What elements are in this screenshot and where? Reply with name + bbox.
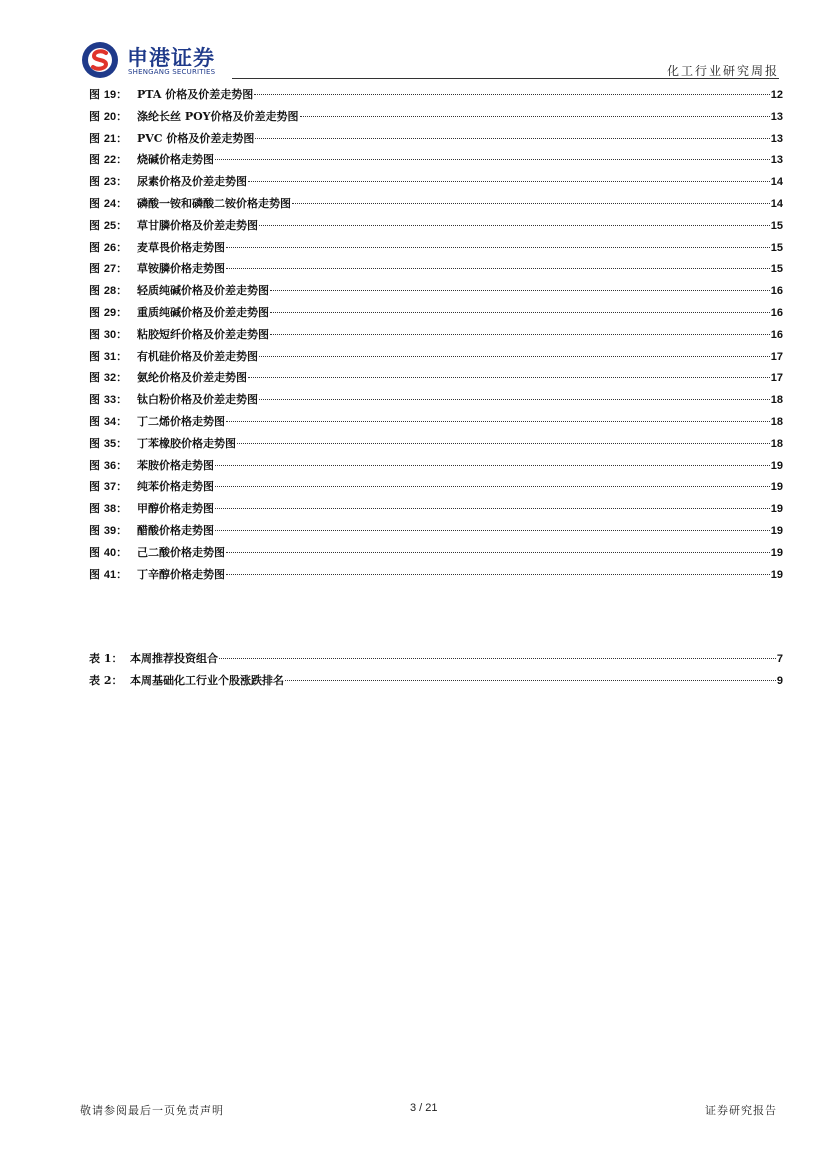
entry-label-prefix: 图	[89, 240, 100, 254]
entry-number: 20	[103, 110, 117, 123]
entry-number: 34	[103, 415, 117, 428]
dot-leader	[219, 657, 776, 659]
entry-title: 轻质纯碱价格及价差走势图	[137, 284, 269, 298]
entry-label: 图 37：	[89, 480, 128, 494]
entry-label: 图 38：	[89, 502, 128, 516]
brand-name-english: SHENGANG SECURITIES	[128, 68, 216, 76]
entry-label: 图 36：	[89, 458, 128, 472]
entry-page-number: 19	[770, 546, 783, 559]
entry-page-number: 9	[776, 674, 783, 687]
figure-toc-entry[interactable]	[89, 369, 783, 391]
entry-number: 24	[103, 197, 117, 210]
table-list	[89, 650, 783, 694]
entry-label: 图 20：	[89, 109, 128, 123]
entry-title: 重质纯碱价格及价差走势图	[137, 305, 269, 319]
entry-title: 醋酸价格走势图	[137, 523, 214, 537]
entry-page-number: 19	[770, 568, 783, 581]
figure-toc-entry[interactable]	[89, 173, 783, 195]
entry-label-prefix: 图	[89, 349, 100, 363]
entry-page-number: 15	[770, 241, 783, 254]
entry-title: 本周推荐投资组合	[130, 652, 218, 665]
entry-title: PTA 价格及价差走势图	[137, 88, 254, 101]
entry-title: 草铵膦价格走势图	[137, 262, 225, 276]
entry-title: 草甘膦价格及价差走势图	[137, 218, 258, 232]
figure-toc-entry[interactable]	[89, 544, 783, 566]
figure-toc-entry[interactable]	[89, 522, 783, 544]
entry-page-number: 15	[770, 219, 783, 232]
dot-leader	[215, 529, 770, 531]
entry-title: 丁苯橡胶价格走势图	[137, 436, 236, 450]
figure-toc-entry[interactable]	[89, 239, 783, 261]
entry-title: 涤纶长丝 POY价格及价差走势图	[137, 109, 299, 123]
dot-leader	[285, 679, 776, 681]
page-header	[0, 0, 827, 82]
entry-title: 本周基础化工行业个股涨跌排名	[130, 673, 284, 687]
dot-leader	[254, 93, 770, 95]
figure-toc-entry[interactable]	[89, 326, 783, 348]
entry-number: 23	[103, 176, 117, 189]
entry-title: 磷酸一铵和磷酸二铵价格走势图	[137, 196, 291, 210]
entry-label-prefix: 图	[89, 567, 100, 581]
entry-label-prefix: 图	[89, 218, 100, 232]
figure-toc-entry[interactable]	[89, 413, 783, 435]
figure-toc-entry[interactable]	[89, 478, 783, 500]
figure-toc-entry[interactable]	[89, 348, 783, 370]
entry-label: 图 23：	[89, 175, 128, 189]
entry-title: 丁二烯价格走势图	[137, 414, 225, 428]
header-divider	[232, 78, 779, 79]
figure-toc-entry[interactable]	[89, 304, 783, 326]
entry-label-prefix: 图	[89, 109, 100, 123]
entry-page-number: 14	[770, 197, 783, 210]
figure-toc-entry[interactable]	[89, 86, 783, 108]
figure-toc-entry[interactable]	[89, 260, 783, 282]
entry-title: 丁辛醇价格走势图	[137, 567, 225, 581]
entry-page-number: 14	[770, 176, 783, 189]
entry-title: 尿素价格及价差走势图	[137, 175, 247, 189]
figure-list	[89, 86, 783, 587]
entry-page-number: 19	[770, 459, 783, 472]
document-type: 证券研究报告	[705, 1104, 777, 1117]
entry-label: 图 39：	[89, 523, 128, 537]
entry-label: 图 25：	[89, 218, 128, 232]
dot-leader	[259, 224, 770, 226]
entry-label: 图 21：	[89, 131, 128, 145]
figure-toc-entry[interactable]	[89, 566, 783, 588]
entry-number: 31	[103, 350, 117, 363]
entry-label: 图 29：	[89, 305, 128, 319]
entry-title: 粘胶短纤价格及价差走势图	[137, 327, 269, 341]
entry-label-prefix: 图	[89, 436, 100, 450]
entry-label-prefix: 图	[89, 284, 100, 298]
report-type: 化工行业研究周报	[666, 64, 779, 78]
entry-label: 图 41：	[89, 567, 128, 581]
entry-number: 36	[103, 459, 117, 472]
entry-number: 39	[103, 524, 117, 537]
table-toc-entry[interactable]	[89, 650, 783, 672]
dot-leader	[215, 464, 770, 466]
entry-label-prefix: 图	[89, 502, 100, 516]
entry-page-number: 18	[770, 437, 783, 450]
entry-label: 图 26：	[89, 240, 128, 254]
entry-number: 41	[103, 568, 117, 581]
entry-number: 1	[103, 652, 112, 665]
entry-label: 图 33：	[89, 393, 128, 407]
entry-number: 32	[103, 372, 117, 385]
entry-page-number: 13	[770, 154, 783, 167]
dot-leader	[226, 267, 770, 269]
entry-title: 苯胺价格走势图	[137, 458, 214, 472]
entry-label-prefix: 表	[89, 652, 100, 665]
figure-toc-entry[interactable]	[89, 435, 783, 457]
entry-label: 图 40：	[89, 545, 128, 559]
entry-label-prefix: 图	[89, 480, 100, 494]
figure-toc-entry[interactable]	[89, 457, 783, 479]
entry-page-number: 7	[776, 653, 783, 665]
entry-label-prefix: 图	[89, 545, 100, 559]
entry-number: 2	[103, 673, 112, 687]
entry-number: 21	[103, 132, 117, 145]
dot-leader	[248, 376, 770, 378]
entry-page-number: 16	[770, 306, 783, 319]
entry-title: 甲醇价格走势图	[137, 502, 214, 516]
entry-label-prefix: 图	[89, 327, 100, 341]
dot-leader	[215, 507, 770, 509]
dot-leader	[259, 398, 770, 400]
entry-label: 图 19：	[89, 88, 128, 101]
entry-page-number: 19	[770, 524, 783, 537]
dot-leader	[270, 333, 770, 335]
entry-title: 己二酸价格走势图	[137, 545, 225, 559]
entry-title: 氨纶价格及价差走势图	[137, 371, 247, 385]
entry-page-number: 12	[770, 89, 783, 101]
figure-toc-entry[interactable]	[89, 151, 783, 173]
entry-title: 烧碱价格走势图	[137, 153, 214, 167]
entry-label-prefix: 图	[89, 523, 100, 537]
entry-label-prefix: 图	[89, 414, 100, 428]
dot-leader	[226, 420, 770, 422]
entry-label: 图 31：	[89, 349, 128, 363]
entry-page-number: 17	[770, 372, 783, 385]
entry-number: 40	[103, 546, 117, 559]
entry-number: 22	[103, 154, 117, 167]
entry-number: 37	[103, 481, 117, 494]
dot-leader	[248, 180, 770, 182]
entry-label: 图 27：	[89, 262, 128, 276]
entry-label-prefix: 图	[89, 305, 100, 319]
entry-label-prefix: 图	[89, 262, 100, 276]
entry-title: PVC 价格及价差走势图	[137, 131, 255, 145]
table-toc-entry[interactable]	[89, 672, 783, 694]
entry-number: 29	[103, 306, 117, 319]
entry-title: 麦草畏价格走势图	[137, 240, 225, 254]
figure-toc-entry[interactable]	[89, 130, 783, 152]
figure-toc-entry[interactable]	[89, 108, 783, 130]
entry-page-number: 15	[770, 263, 783, 276]
dot-leader	[270, 311, 770, 313]
dot-leader	[215, 485, 770, 487]
entry-number: 28	[103, 285, 117, 298]
dot-leader	[215, 158, 770, 160]
shengang-logo-icon	[80, 40, 124, 80]
entry-number: 35	[103, 437, 117, 450]
disclaimer-note: 敬请参阅最后一页免责声明	[80, 1104, 224, 1117]
dot-leader	[300, 115, 770, 117]
entry-label-prefix: 图	[89, 153, 100, 167]
figure-toc-entry[interactable]	[89, 500, 783, 522]
entry-page-number: 17	[770, 350, 783, 363]
figure-toc-entry[interactable]	[89, 217, 783, 239]
entry-label-prefix: 表	[89, 673, 100, 687]
page-footer	[80, 1102, 777, 1122]
entry-page-number: 13	[770, 132, 783, 145]
dot-leader	[226, 573, 770, 575]
dot-leader	[255, 137, 769, 139]
entry-label-prefix: 图	[89, 131, 100, 145]
entry-label: 图 22：	[89, 153, 128, 167]
entry-number: 30	[103, 328, 117, 341]
entry-label-prefix: 图	[89, 175, 100, 189]
entry-page-number: 18	[770, 394, 783, 407]
dot-leader	[259, 355, 770, 357]
entry-label: 图 30：	[89, 327, 128, 341]
dot-leader	[226, 551, 770, 553]
entry-number: 27	[103, 263, 117, 276]
entry-page-number: 16	[770, 285, 783, 298]
entry-label: 图 28：	[89, 284, 128, 298]
entry-number: 26	[103, 241, 117, 254]
entry-label: 图 32：	[89, 371, 128, 385]
entry-label-prefix: 图	[89, 393, 100, 407]
dot-leader	[270, 289, 770, 291]
figure-toc-entry[interactable]	[89, 282, 783, 304]
entry-label: 图 35：	[89, 436, 128, 450]
page-indicator: 3 / 21	[410, 1102, 438, 1114]
entry-number: 19	[103, 89, 117, 101]
dot-leader	[237, 442, 770, 444]
entry-title: 有机硅价格及价差走势图	[137, 349, 258, 363]
entry-page-number: 19	[770, 481, 783, 494]
entry-number: 33	[103, 394, 117, 407]
entry-page-number: 16	[770, 328, 783, 341]
figure-toc-entry[interactable]	[89, 391, 783, 413]
brand-name: 申港证券	[127, 46, 215, 70]
entry-label: 图 24：	[89, 196, 128, 210]
entry-label: 表 1：	[89, 652, 123, 665]
dot-leader	[292, 202, 770, 204]
entry-label: 图 34：	[89, 414, 128, 428]
entry-label: 表 2：	[89, 673, 123, 687]
entry-page-number: 13	[770, 110, 783, 123]
entry-page-number: 19	[770, 503, 783, 516]
entry-page-number: 18	[770, 415, 783, 428]
figure-toc-entry[interactable]	[89, 195, 783, 217]
entry-title: 纯苯价格走势图	[137, 480, 214, 494]
entry-label-prefix: 图	[89, 88, 100, 101]
dot-leader	[226, 246, 770, 248]
entry-number: 38	[103, 503, 117, 516]
entry-label-prefix: 图	[89, 371, 100, 385]
entry-number: 25	[103, 219, 117, 232]
entry-label-prefix: 图	[89, 458, 100, 472]
entry-title: 钛白粉价格及价差走势图	[137, 393, 258, 407]
entry-label-prefix: 图	[89, 196, 100, 210]
